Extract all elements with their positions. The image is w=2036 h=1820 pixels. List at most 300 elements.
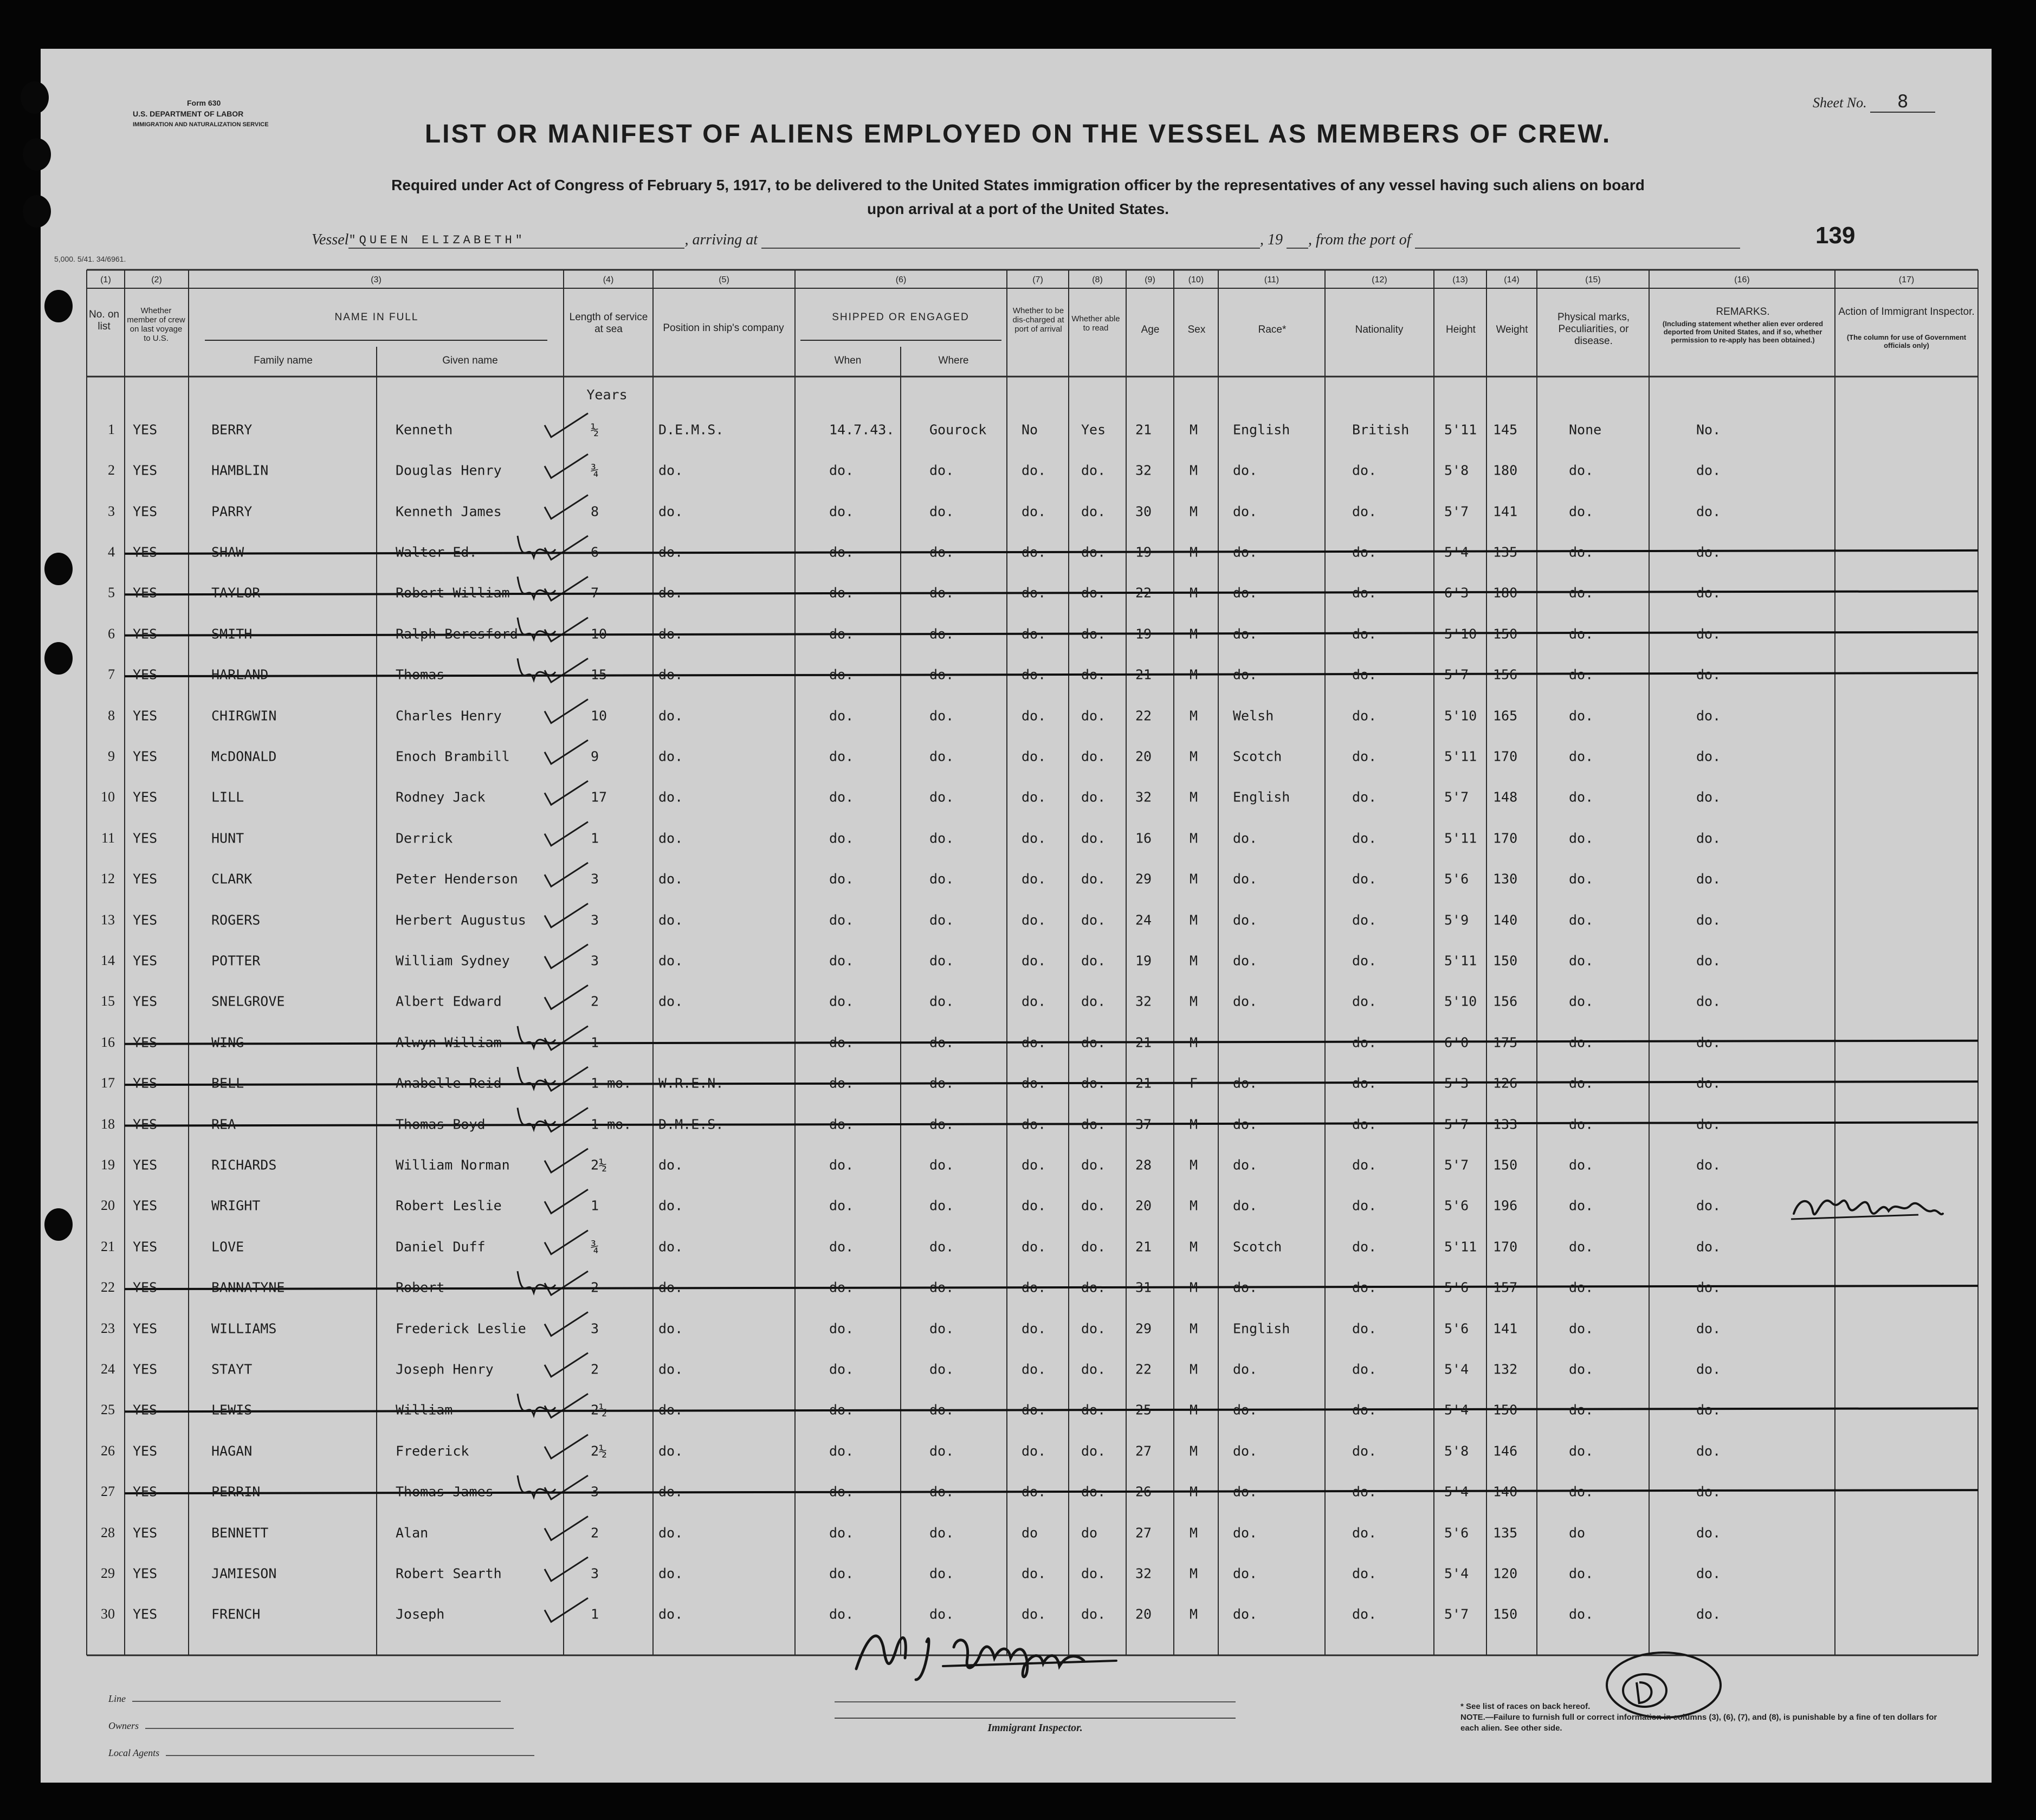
footnote [1460,1701,1948,1734]
remarks: do. [1696,1116,1721,1132]
row-number: 2 [108,462,115,478]
age: 24 [1135,912,1152,928]
race: Scotch [1233,1239,1282,1255]
header-service: Length of service at sea [569,312,648,335]
position: do. [658,748,683,765]
weight: 156 [1493,993,1518,1009]
shipped-when: do. [829,708,854,723]
able-to-read: do. [1081,1606,1106,1622]
position: do. [658,1402,683,1418]
check-mark [545,1189,588,1213]
service-length: 9 [591,748,599,765]
family-name: PERRIN [211,1484,261,1500]
inspector-initials [518,1394,555,1415]
family-name: WRIGHT [211,1197,261,1214]
family-name: CHIRGWIN [211,708,277,723]
shipped-when: do. [829,789,854,805]
physical-marks: do. [1569,708,1594,723]
inspector-initials [518,1271,555,1293]
physical-marks: do. [1569,993,1594,1009]
crew-flag: YES [133,1443,158,1459]
column-number: (1) [100,275,111,284]
nationality: do. [1352,1157,1377,1173]
discharged: do. [1022,1484,1046,1500]
position: do. [658,462,683,478]
able-to-read: do. [1081,544,1106,560]
physical-marks: do. [1569,953,1594,969]
sex: M [1190,462,1198,478]
remarks: do. [1696,1034,1721,1051]
age: 21 [1135,666,1152,683]
check-mark [545,1598,588,1622]
row-number: 13 [101,911,115,928]
discharged: do. [1022,1606,1046,1622]
given-name: Alwyn William [396,1034,502,1051]
age: 21 [1135,1034,1152,1051]
sex: M [1190,1402,1198,1418]
form-number: Form 630 [187,99,221,107]
column-number: (16) [1734,275,1750,284]
remarks: do. [1696,1320,1721,1336]
crew-flag: YES [133,748,158,765]
check-mark [545,658,588,682]
sex: F [1190,1075,1198,1091]
shipped-when: do. [829,1402,854,1418]
row-number: 6 [108,625,115,642]
able-to-read: do. [1081,1239,1106,1255]
service-length: 10 [591,626,607,642]
remarks: do. [1696,748,1721,765]
service-length: ½ [591,422,599,438]
row-number: 11 [101,830,115,846]
check-mark [545,985,588,1009]
crew-flag: YES [133,1402,158,1418]
sex: M [1190,1525,1198,1540]
given-name: Thomas [396,666,445,683]
able-to-read: do. [1081,748,1106,765]
nationality: do. [1352,1116,1377,1132]
nationality: do. [1352,1239,1377,1255]
crew-flag: YES [133,871,158,887]
shipped-when: do. [829,1157,854,1173]
check-mark [545,904,588,928]
shipped-when: do. [829,1484,854,1500]
given-name: Joseph Henry [396,1361,494,1377]
service-length: 3 [591,912,599,928]
arriving-label: , arriving at [684,231,758,248]
subtitle-line-2: upon arrival at a port of the United States. [867,200,1169,217]
physical-marks: do. [1569,666,1594,683]
position: do. [658,1239,683,1255]
remarks: do. [1696,462,1721,478]
family-name: HARLAND [211,666,269,683]
sex: M [1190,1484,1198,1500]
weight: 135 [1493,1525,1518,1540]
remarks: do. [1696,1075,1721,1091]
crew-flag: YES [133,1157,158,1173]
weight: 170 [1493,748,1518,765]
age: 29 [1135,871,1152,887]
service-length: 1 mo. [591,1075,632,1091]
service-length: 15 [591,666,607,683]
nationality: do. [1352,871,1377,887]
shipped-when: do. [829,1075,854,1091]
service-length: 3 [591,1320,599,1336]
physical-marks: do. [1569,503,1594,519]
column-number: (12) [1372,275,1387,284]
age: 31 [1135,1279,1152,1296]
year-label: , 19 [1260,231,1283,248]
given-name: Rodney Jack [396,789,486,805]
header-sex: Sex [1187,324,1206,335]
check-mark [545,863,588,886]
discharged: do. [1022,1075,1046,1091]
height: 5'6 [1444,1197,1469,1214]
discharged: do. [1022,626,1046,642]
shipped-when: do. [829,1279,854,1296]
remarks: do. [1696,1279,1721,1296]
race: do. [1233,1279,1258,1296]
able-to-read: do. [1081,912,1106,928]
header-race: Race* [1258,324,1287,335]
nationality: do. [1352,830,1377,846]
nationality: do. [1352,1197,1377,1214]
header-where: Where [938,355,969,366]
shipped-where: do. [929,1075,954,1091]
nationality: do. [1352,1075,1377,1091]
shipped-where: do. [929,1525,954,1540]
physical-marks: do. [1569,789,1594,805]
race: do. [1233,626,1258,642]
family-name: BENNETT [211,1525,269,1540]
weight: 180 [1493,462,1518,478]
height: 5'11 [1444,748,1477,765]
height: 5'10 [1444,708,1477,723]
header-discharged: Whether to be dis-charged at port of arrival [1012,306,1064,334]
weight: 132 [1493,1361,1518,1377]
shipped-when: do. [829,1239,854,1255]
shipped-where: do. [929,666,954,683]
given-name: Ralph Beresford [396,626,518,642]
height: 5'6 [1444,1279,1469,1296]
age: 21 [1135,1239,1152,1255]
race: do. [1233,1157,1258,1173]
inspector-initials [518,1108,555,1130]
able-to-read: do. [1081,871,1106,887]
physical-marks: do. [1569,1361,1594,1377]
shipped-where: do. [929,1197,954,1214]
weight: 120 [1493,1565,1518,1582]
row-number: 26 [101,1442,115,1459]
discharged: do. [1022,1034,1046,1051]
weight: 133 [1493,1116,1518,1132]
vessel-name: "QUEEN ELIZABETH" [348,234,526,247]
shipped-where: do. [929,1606,954,1622]
race: do. [1233,585,1258,601]
shipped-when: do. [829,1320,854,1336]
crew-flag: YES [133,503,158,519]
given-name: Frederick Leslie [396,1320,526,1336]
row-number: 10 [101,789,115,805]
shipped-where: do. [929,708,954,723]
column-number: (5) [719,275,729,284]
weight: 130 [1493,871,1518,887]
position: do. [658,830,683,846]
age: 22 [1135,708,1152,723]
shipped-where: do. [929,1443,954,1459]
service-length: 7 [591,585,599,601]
weight: 135 [1493,544,1518,560]
check-mark [545,1026,588,1050]
height: 5'7 [1444,1116,1469,1132]
header-given: Given name [442,355,498,366]
remarks: do. [1696,585,1721,601]
position: W.R.E.N. [658,1075,724,1091]
able-to-read: do. [1081,585,1106,601]
row-number: 12 [101,871,115,887]
service-length: 2 [591,1361,599,1377]
remarks: do. [1696,1443,1721,1459]
able-to-read: do. [1081,626,1106,642]
shipped-where: do. [929,830,954,846]
able-to-read: do. [1081,1484,1106,1500]
service-length: 3 [591,871,599,887]
remarks: do. [1696,1606,1721,1622]
header-age: Age [1141,324,1160,335]
height: 5'7 [1444,1606,1469,1622]
physical-marks: do. [1569,1116,1594,1132]
age: 32 [1135,1565,1152,1582]
agents-label: Local Agents [108,1747,160,1758]
nationality: do. [1352,1606,1377,1622]
sex: M [1190,830,1198,846]
race: do. [1233,953,1258,969]
sex: M [1190,544,1198,560]
discharged: do. [1022,1402,1046,1418]
header-remarks: REMARKS. [1716,306,1770,318]
age: 21 [1135,422,1152,438]
inspector-initials [518,536,555,558]
height: 5'7 [1444,1157,1469,1173]
age: 16 [1135,830,1152,846]
nationality: do. [1352,1484,1377,1500]
column-number: (11) [1264,275,1279,284]
check-mark [545,781,588,805]
shipped-when: 14.7.43. [829,422,895,438]
position: do. [658,1525,683,1540]
inspector-initials [518,1026,555,1048]
position: do. [658,585,683,601]
remarks: do. [1696,1361,1721,1377]
service-length: 1 [591,1034,599,1051]
check-mark [545,577,588,600]
physical-marks: do. [1569,1402,1594,1418]
physical-marks: do. [1569,912,1594,928]
weight: 165 [1493,708,1518,723]
shipped-when: do. [829,626,854,642]
age: 22 [1135,585,1152,601]
check-mark [545,944,588,968]
header-nationality: Nationality [1355,324,1404,335]
able-to-read: do. [1081,1565,1106,1582]
sex: M [1190,993,1198,1009]
age: 27 [1135,1525,1152,1540]
physical-marks: do. [1569,1606,1594,1622]
discharged: do. [1022,1443,1046,1459]
sex: M [1190,503,1198,519]
crew-flag: YES [133,1239,158,1255]
sex: M [1190,1239,1198,1255]
crew-flag: YES [133,666,158,683]
remarks: do. [1696,1525,1721,1540]
crew-flag: YES [133,462,158,478]
header-name: NAME IN FULL [334,312,419,323]
sex: M [1190,1320,1198,1336]
shipped-where: do. [929,626,954,642]
shipped-when: do. [829,1197,854,1214]
physical-marks: None [1569,422,1602,438]
family-name: WILLIAMS [211,1320,277,1336]
physical-marks: do. [1569,1075,1594,1091]
shipped-where: do. [929,871,954,887]
position: do. [658,1443,683,1459]
remarks: do. [1696,1157,1721,1173]
discharged: do. [1022,993,1046,1009]
family-name: PARRY [211,503,253,519]
discharged: do. [1022,1239,1046,1255]
shipped-when: do. [829,1525,854,1540]
family-name: STAYT [211,1361,253,1377]
sex: M [1190,422,1198,438]
sex: M [1190,912,1198,928]
height: 5'8 [1444,1443,1469,1459]
remarks: do. [1696,912,1721,928]
nationality: do. [1352,1320,1377,1336]
service-length: ¾ [591,1239,599,1255]
age: 19 [1135,544,1152,560]
shipped-when: do. [829,666,854,683]
inspector-label: Immigrant Inspector. [835,1718,1236,1734]
crew-flag: YES [133,1197,158,1214]
print-code: 5,000. 5/41. 34/6961. [54,255,126,263]
given-name: William [396,1402,453,1418]
given-name: Robert William [396,585,510,601]
discharged: do. [1022,912,1046,928]
height: 5'11 [1444,1239,1477,1255]
shipped-where: do. [929,912,954,928]
able-to-read: do. [1081,462,1106,478]
position: do. [658,544,683,560]
given-name: Albert Edward [396,993,502,1009]
check-mark [545,1557,588,1581]
age: 29 [1135,1320,1152,1336]
crew-flag: YES [133,1075,158,1091]
row-number: 21 [101,1238,115,1254]
header-shipped: SHIPPED OR ENGAGED [832,312,969,323]
crew-flag: YES [133,1484,158,1500]
nationality: do. [1352,708,1377,723]
service-length: 2 [591,993,599,1009]
service: IMMIGRATION AND NATURALIZATION SERVICE [133,121,269,128]
given-name: Joseph [396,1606,445,1622]
height: 5'7 [1444,503,1469,519]
sex: M [1190,1279,1198,1296]
shipped-when: do. [829,830,854,846]
check-mark [545,413,588,437]
sex: M [1190,1034,1198,1051]
age: 19 [1135,953,1152,969]
shipped-when: do. [829,1565,854,1582]
weight: 146 [1493,1443,1518,1459]
subtitle-line-1: Required under Act of Congress of February 5, 1917, to be delivered to the United States immigration officer by the representatives of any vessel having such aliens on board [391,177,1645,193]
physical-marks: do. [1569,1443,1594,1459]
service-length: 1 [591,1197,599,1214]
age: 32 [1135,462,1152,478]
race: do. [1233,912,1258,928]
weight: 180 [1493,585,1518,601]
weight: 141 [1493,1320,1518,1336]
weight: 156 [1493,666,1518,683]
remarks: do. [1696,544,1721,560]
row-number: 20 [101,1197,115,1214]
check-mark [545,1435,588,1459]
service-length: ¾ [591,462,599,478]
height: 5'4 [1444,1361,1469,1377]
discharged: do. [1022,585,1046,601]
family-name: CLARK [211,871,253,887]
shipped-when: do. [829,585,854,601]
given-name: William Norman [396,1157,510,1173]
age: 20 [1135,1606,1152,1622]
discharged: No [1022,422,1038,438]
shipped-where: Gourock [929,422,987,438]
physical-marks: do. [1569,1320,1594,1336]
family-name: LILL [211,789,244,805]
nationality: do. [1352,462,1377,478]
position: do. [658,993,683,1009]
discharged: do. [1022,503,1046,519]
shipped-when: do. [829,462,854,478]
able-to-read: do. [1081,1197,1106,1214]
race: English [1233,789,1290,805]
service-length: 10 [591,708,607,723]
shipped-where: do. [929,503,954,519]
check-mark [545,1230,588,1254]
shipped-when: do. [829,1443,854,1459]
sheet-label: Sheet No. [1813,95,1867,111]
height: 5'6 [1444,1320,1469,1336]
discharged: do. [1022,666,1046,683]
column-number: (8) [1092,275,1103,284]
line-label: Line [108,1693,126,1704]
shipped-when: do. [829,912,854,928]
nationality: do. [1352,953,1377,969]
height: 5'7 [1444,666,1469,683]
check-mark [545,536,588,560]
header-read: Whether able to read [1071,314,1120,333]
family-name: BELL [211,1075,244,1091]
nationality: do. [1352,666,1377,683]
age: 28 [1135,1157,1152,1173]
header-weight: Weight [1496,324,1528,335]
position: do. [658,503,683,519]
check-mark [545,1067,588,1091]
physical-marks: do. [1569,1565,1594,1582]
sex: M [1190,871,1198,887]
crew-flag: YES [133,789,158,805]
position: do. [658,1320,683,1336]
remarks: do. [1696,1484,1721,1500]
